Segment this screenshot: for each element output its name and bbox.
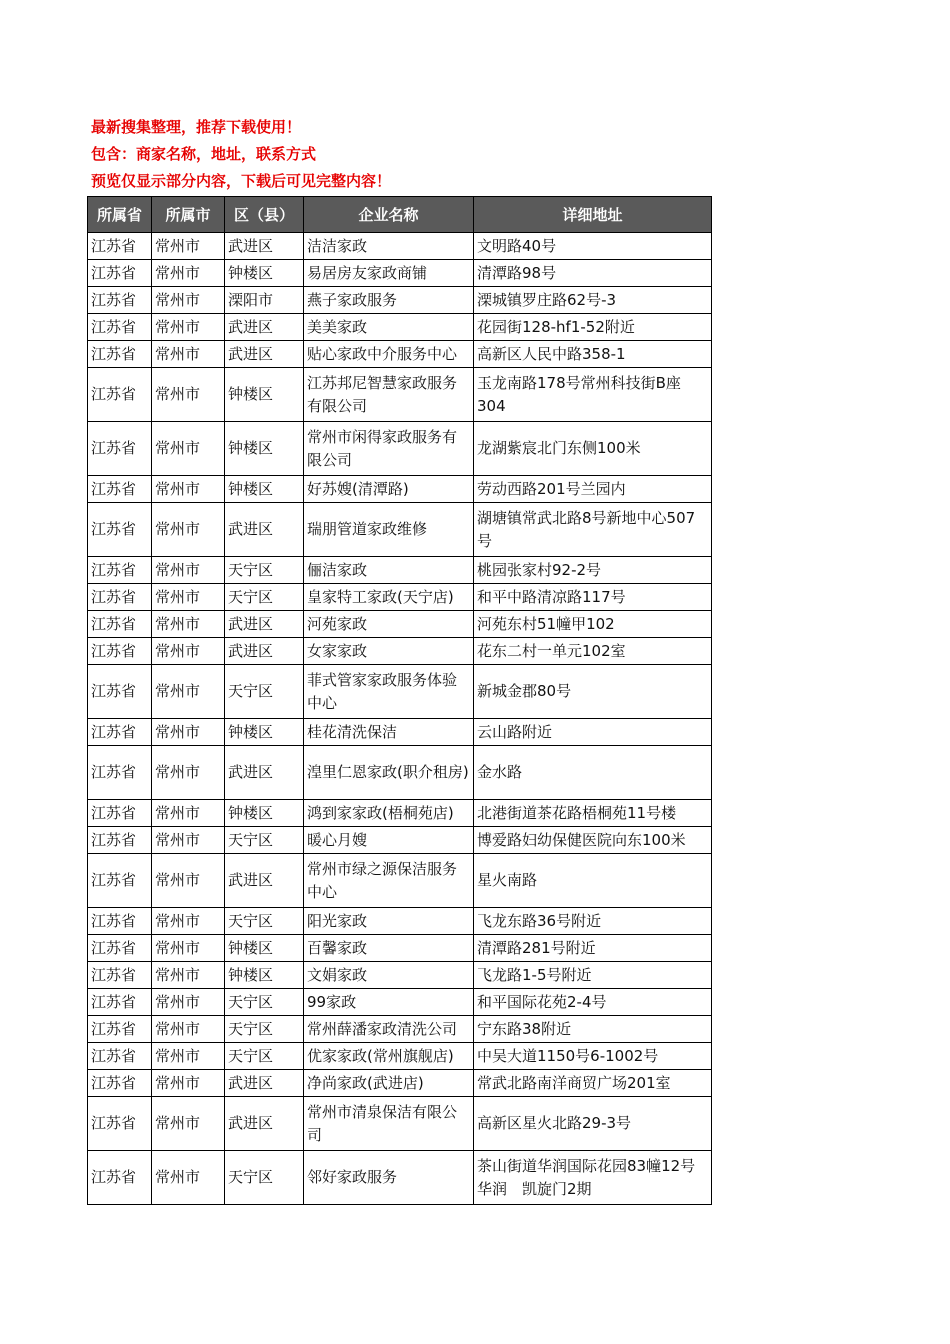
cell-province: 江苏省 [88,1151,152,1205]
cell-city: 常州市 [152,800,225,827]
cell-company-name: 易居房友家政商铺 [304,260,474,287]
cell-city: 常州市 [152,746,225,800]
table-row [88,611,712,638]
cell-district: 武进区 [225,1070,304,1097]
table-row [88,854,712,908]
cell-city: 常州市 [152,1097,225,1151]
cell-district: 天宁区 [225,989,304,1016]
cell-company-name: 邻好家政服务 [304,1151,474,1205]
cell-city: 常州市 [152,1070,225,1097]
cell-address: 花东二村一单元102室 [474,638,712,665]
cell-district: 钟楼区 [225,800,304,827]
cell-province: 江苏省 [88,854,152,908]
cell-company-name: 江苏邦尼智慧家政服务有限公司 [304,368,474,422]
cell-city: 常州市 [152,935,225,962]
cell-district: 武进区 [225,233,304,260]
cell-company-name: 净尚家政(武进店) [304,1070,474,1097]
cell-city: 常州市 [152,1151,225,1205]
table-row [88,989,712,1016]
cell-address: 高新区星火北路29-3号 [474,1097,712,1151]
cell-address: 高新区人民中路358-1 [474,341,712,368]
cell-company-name: 皇家特工家政(天宁店) [304,584,474,611]
cell-city: 常州市 [152,422,225,476]
table-row [88,260,712,287]
cell-address: 和平中路清凉路117号 [474,584,712,611]
cell-city: 常州市 [152,611,225,638]
cell-province: 江苏省 [88,1097,152,1151]
cell-company-name: 阳光家政 [304,908,474,935]
cell-district: 天宁区 [225,908,304,935]
cell-district: 武进区 [225,341,304,368]
cell-district: 天宁区 [225,557,304,584]
cell-province: 江苏省 [88,719,152,746]
cell-address: 玉龙南路178号常州科技街B座304 [474,368,712,422]
table-row [88,287,712,314]
cell-company-name: 文娟家政 [304,962,474,989]
header-address: 详细地址 [474,197,712,233]
cell-company-name: 燕子家政服务 [304,287,474,314]
cell-address: 湖塘镇常武北路8号新地中心507号 [474,503,712,557]
cell-city: 常州市 [152,989,225,1016]
cell-province: 江苏省 [88,368,152,422]
cell-district: 天宁区 [225,827,304,854]
cell-district: 天宁区 [225,665,304,719]
cell-province: 江苏省 [88,962,152,989]
cell-address: 中吴大道1150号6-1002号 [474,1043,712,1070]
cell-company-name: 常州市绿之源保洁服务中心 [304,854,474,908]
cell-district: 钟楼区 [225,368,304,422]
cell-address: 金水路 [474,746,712,800]
header-city: 所属市 [152,197,225,233]
cell-province: 江苏省 [88,827,152,854]
cell-address: 新城金郡80号 [474,665,712,719]
cell-city: 常州市 [152,854,225,908]
cell-district: 武进区 [225,746,304,800]
cell-company-name: 百馨家政 [304,935,474,962]
cell-company-name: 女家家政 [304,638,474,665]
cell-address: 宁东路38附近 [474,1016,712,1043]
table-row [88,557,712,584]
cell-district: 武进区 [225,638,304,665]
cell-province: 江苏省 [88,476,152,503]
cell-company-name: 常州市闲得家政服务有限公司 [304,422,474,476]
table-row [88,800,712,827]
cell-district: 武进区 [225,854,304,908]
cell-city: 常州市 [152,557,225,584]
cell-province: 江苏省 [88,584,152,611]
table-row [88,1016,712,1043]
cell-address: 溧城镇罗庄路62号-3 [474,287,712,314]
cell-district: 武进区 [225,1097,304,1151]
cell-city: 常州市 [152,476,225,503]
cell-province: 江苏省 [88,800,152,827]
notice-line-3: 预览仅显示部分内容，下载后可见完整内容！ [91,172,392,190]
header-province: 所属省 [88,197,152,233]
cell-district: 天宁区 [225,1151,304,1205]
cell-city: 常州市 [152,503,225,557]
cell-province: 江苏省 [88,665,152,719]
cell-address: 飞龙路1-5号附近 [474,962,712,989]
cell-company-name: 暖心月嫂 [304,827,474,854]
cell-province: 江苏省 [88,1043,152,1070]
table-row [88,719,712,746]
cell-province: 江苏省 [88,233,152,260]
cell-city: 常州市 [152,260,225,287]
header-district: 区（县） [225,197,304,233]
table-row [88,827,712,854]
cell-district: 钟楼区 [225,260,304,287]
cell-province: 江苏省 [88,341,152,368]
cell-address: 茶山街道华润国际花园83幢12号华润 凯旋门2期 [474,1151,712,1205]
table-row [88,314,712,341]
table-row [88,503,712,557]
cell-address: 星火南路 [474,854,712,908]
table-row [88,746,712,800]
cell-company-name: 瑞朋管道家政维修 [304,503,474,557]
table-row [88,935,712,962]
cell-province: 江苏省 [88,638,152,665]
table-row [88,233,712,260]
table-row [88,908,712,935]
cell-company-name: 鸿到家家政(梧桐苑店) [304,800,474,827]
cell-address: 清潭路98号 [474,260,712,287]
cell-province: 江苏省 [88,746,152,800]
cell-address: 桃园张家村92-2号 [474,557,712,584]
cell-city: 常州市 [152,665,225,719]
cell-district: 溧阳市 [225,287,304,314]
cell-company-name: 洁洁家政 [304,233,474,260]
table-row [88,1151,712,1205]
cell-district: 武进区 [225,314,304,341]
notice-line-2: 包含：商家名称，地址，联系方式 [91,145,317,163]
cell-city: 常州市 [152,719,225,746]
cell-province: 江苏省 [88,908,152,935]
cell-address: 飞龙东路36号附近 [474,908,712,935]
cell-address: 和平国际花苑2-4号 [474,989,712,1016]
cell-company-name: 俪洁家政 [304,557,474,584]
cell-province: 江苏省 [88,503,152,557]
table-row [88,1097,712,1151]
cell-province: 江苏省 [88,1070,152,1097]
cell-address: 龙湖紫宸北门东侧100米 [474,422,712,476]
cell-city: 常州市 [152,638,225,665]
cell-district: 天宁区 [225,1043,304,1070]
cell-province: 江苏省 [88,287,152,314]
cell-address: 常武北路南洋商贸广场201室 [474,1070,712,1097]
cell-province: 江苏省 [88,314,152,341]
cell-district: 武进区 [225,611,304,638]
cell-company-name: 99家政 [304,989,474,1016]
cell-province: 江苏省 [88,557,152,584]
cell-company-name: 河苑家政 [304,611,474,638]
cell-company-name: 好苏嫂(清潭路) [304,476,474,503]
cell-district: 钟楼区 [225,422,304,476]
cell-city: 常州市 [152,584,225,611]
table-row [88,1070,712,1097]
cell-address: 劳动西路201号兰园内 [474,476,712,503]
cell-district: 钟楼区 [225,962,304,989]
cell-company-name: 菲式管家家政服务体验中心 [304,665,474,719]
table-body [88,233,712,1205]
cell-province: 江苏省 [88,935,152,962]
cell-province: 江苏省 [88,422,152,476]
cell-address: 清潭路281号附近 [474,935,712,962]
cell-city: 常州市 [152,827,225,854]
merchant-table [87,196,712,1205]
cell-province: 江苏省 [88,989,152,1016]
cell-company-name: 桂花清洗保洁 [304,719,474,746]
cell-district: 钟楼区 [225,476,304,503]
table-row [88,665,712,719]
cell-address: 博爱路妇幼保健医院向东100米 [474,827,712,854]
cell-city: 常州市 [152,287,225,314]
table-row [88,368,712,422]
cell-address: 北港街道茶花路梧桐苑11号楼 [474,800,712,827]
cell-province: 江苏省 [88,1016,152,1043]
table-header-row [88,197,712,233]
notice-line-1: 最新搜集整理，推荐下载使用！ [91,118,302,136]
cell-city: 常州市 [152,233,225,260]
table-row [88,962,712,989]
cell-city: 常州市 [152,908,225,935]
cell-district: 钟楼区 [225,935,304,962]
table-row [88,422,712,476]
cell-district: 天宁区 [225,1016,304,1043]
cell-province: 江苏省 [88,260,152,287]
cell-address: 云山路附近 [474,719,712,746]
cell-city: 常州市 [152,962,225,989]
table-row [88,1043,712,1070]
cell-address: 文明路40号 [474,233,712,260]
cell-company-name: 湟里仁恩家政(职介租房) [304,746,474,800]
notice-block [91,116,711,197]
cell-company-name: 常州薛潘家政清洗公司 [304,1016,474,1043]
cell-company-name: 优家家政(常州旗舰店) [304,1043,474,1070]
cell-city: 常州市 [152,368,225,422]
header-company-name: 企业名称 [304,197,474,233]
cell-company-name: 贴心家政中介服务中心 [304,341,474,368]
table-row [88,341,712,368]
cell-district: 武进区 [225,503,304,557]
cell-province: 江苏省 [88,611,152,638]
cell-address: 河苑东村51幢甲102 [474,611,712,638]
table-row [88,584,712,611]
table-row [88,476,712,503]
table-row [88,638,712,665]
cell-company-name: 常州市清泉保洁有限公司 [304,1097,474,1151]
cell-address: 花园街128-hf1-52附近 [474,314,712,341]
cell-city: 常州市 [152,314,225,341]
cell-district: 天宁区 [225,584,304,611]
cell-city: 常州市 [152,1016,225,1043]
cell-company-name: 美美家政 [304,314,474,341]
cell-city: 常州市 [152,1043,225,1070]
cell-city: 常州市 [152,341,225,368]
cell-district: 钟楼区 [225,719,304,746]
